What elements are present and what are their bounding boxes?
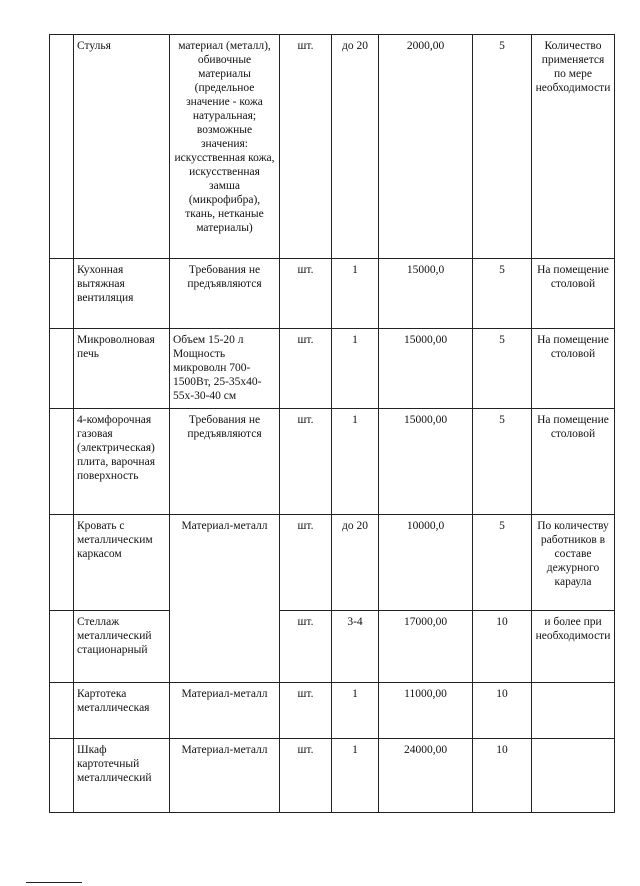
item-material: Объем 15-20 л Мощность микроволн 700-1500Вт, 25-35х40-55х-30-40 см (170, 329, 280, 409)
item-name: Стулья (74, 35, 170, 259)
item-unit: шт. (280, 515, 332, 611)
item-material: материал (металл), обивочные материалы (предельное значение - кожа натуральная; возможные значения: искусственная кожа, искусственная замша (микрофибра), ткань, нетканые материалы) (170, 35, 280, 259)
table-row (50, 409, 615, 515)
item-note: На помещение столовой (532, 259, 615, 329)
item-price: 17000,00 (379, 611, 473, 683)
item-price: 15000,0 (379, 259, 473, 329)
item-name: Шкаф картотечный металлический (74, 739, 170, 813)
row-number-cell (50, 409, 74, 515)
item-note (532, 739, 615, 813)
item-price: 15000,00 (379, 329, 473, 409)
equipment-table (49, 34, 615, 813)
row-number-cell (50, 35, 74, 259)
item-service-years: 10 (473, 683, 532, 739)
item-quantity: 1 (332, 329, 379, 409)
table-row (50, 329, 615, 409)
item-material: Материал-металл (170, 739, 280, 813)
item-material: Материал-металл (170, 683, 280, 739)
item-quantity: до 20 (332, 515, 379, 611)
item-material: Требования не предъявляются (170, 259, 280, 329)
row-number-cell (50, 683, 74, 739)
item-unit: шт. (280, 259, 332, 329)
item-note: и более при необходимости (532, 611, 615, 683)
item-unit: шт. (280, 611, 332, 683)
row-number-cell (50, 515, 74, 611)
item-quantity: до 20 (332, 35, 379, 259)
item-price: 24000,00 (379, 739, 473, 813)
item-service-years: 5 (473, 259, 532, 329)
item-price: 11000,00 (379, 683, 473, 739)
table-row (50, 739, 615, 813)
item-price: 10000,0 (379, 515, 473, 611)
item-quantity: 3-4 (332, 611, 379, 683)
table-row (50, 515, 615, 611)
item-service-years: 10 (473, 611, 532, 683)
table-row (50, 35, 615, 259)
item-unit: шт. (280, 35, 332, 259)
item-note: На помещение столовой (532, 329, 615, 409)
item-unit: шт. (280, 409, 332, 515)
row-number-cell (50, 611, 74, 683)
item-service-years: 5 (473, 409, 532, 515)
item-material: Материал-металл (170, 515, 280, 683)
item-service-years: 10 (473, 739, 532, 813)
item-service-years: 5 (473, 515, 532, 611)
row-number-cell (50, 739, 74, 813)
item-quantity: 1 (332, 409, 379, 515)
item-name: 4-комфорочная газовая (электрическая) плита, варочная поверхность (74, 409, 170, 515)
item-quantity: 1 (332, 683, 379, 739)
item-service-years: 5 (473, 329, 532, 409)
item-unit: шт. (280, 329, 332, 409)
item-note: По количеству работников в составе дежурного караула (532, 515, 615, 611)
item-name: Стеллаж металлический стационарный (74, 611, 170, 683)
item-name: Кровать с металлическим каркасом (74, 515, 170, 611)
table-row (50, 611, 615, 683)
table-row (50, 259, 615, 329)
item-material: Требования не предъявляются (170, 409, 280, 515)
item-note (532, 683, 615, 739)
item-name: Кухонная вытяжная вентиляция (74, 259, 170, 329)
footnote-separator (26, 882, 82, 883)
item-price: 15000,00 (379, 409, 473, 515)
item-note: Количество применяется по мере необходимости (532, 35, 615, 259)
item-name: Картотека металлическая (74, 683, 170, 739)
item-unit: шт. (280, 739, 332, 813)
row-number-cell (50, 329, 74, 409)
item-note: На помещение столовой (532, 409, 615, 515)
item-service-years: 5 (473, 35, 532, 259)
item-quantity: 1 (332, 739, 379, 813)
item-price: 2000,00 (379, 35, 473, 259)
item-quantity: 1 (332, 259, 379, 329)
item-unit: шт. (280, 683, 332, 739)
item-name: Микроволновая печь (74, 329, 170, 409)
table-row (50, 683, 615, 739)
row-number-cell (50, 259, 74, 329)
